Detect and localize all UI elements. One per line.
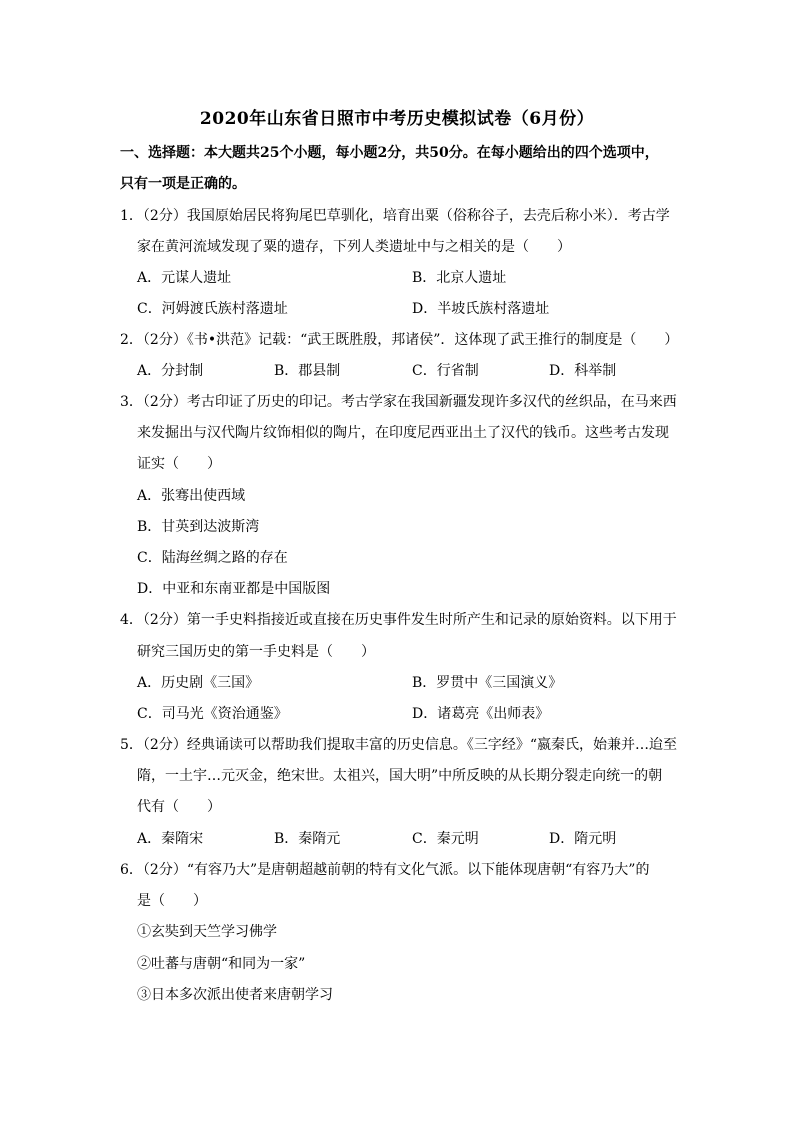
option-d: D．科举制	[549, 363, 617, 379]
question-text-line: 5．（2分）经典诵读可以帮助我们提取丰富的历史信息。《三字经》“嬴秦氏，始兼并…迨至	[120, 737, 677, 753]
statement-item: ③日本多次派出使者来唐朝学习	[137, 987, 333, 1003]
option-b: B．罗贯中《三国演义》	[412, 675, 563, 691]
question-text-line: 是（ ）	[137, 893, 207, 909]
section-heading-line-1: 一、选择题：本大题共25个小题，每小题2分，共50分。在每小题给出的四个选项中，	[120, 145, 659, 161]
option-d: D．中亚和东南亚都是中国版图	[137, 581, 331, 597]
page-title: 2020年山东省日照市中考历史模拟试卷（6月份）	[199, 109, 595, 129]
question-text-line: 隋，一土宇…元灭金，绝宋世。太祖兴，国大明”中所反映的从长期分裂走向统一的朝	[137, 768, 663, 784]
option-d: D．半坡氏族村落遗址	[412, 301, 550, 317]
option-c: C．司马光《资治通鉴》	[137, 706, 288, 722]
option-a: A．张骞出使西域	[137, 488, 246, 504]
question-text-line: 4．（2分）第一手史料指接近或直接在历史事件发生时所产生和记录的原始资料。以下用于	[120, 612, 677, 628]
question-text-line: 代有（ ）	[137, 799, 221, 815]
option-d: D．隋元明	[549, 831, 617, 847]
option-c: C．陆海丝绸之路的存在	[137, 550, 288, 566]
option-a: A．秦隋宋	[137, 831, 204, 847]
option-d: D．诸葛亮《出师表》	[412, 706, 550, 722]
statement-item: ①玄奘到天竺学习佛学	[137, 924, 277, 940]
question-text-line: 来发掘出与汉代陶片纹饰相似的陶片，在印度尼西亚出土了汉代的钱币。这些考古发现	[137, 425, 669, 441]
question-text-line: 证实（ ）	[137, 456, 221, 472]
option-a: A．历史剧《三国》	[137, 675, 260, 691]
option-b: B．秦隋元	[274, 831, 341, 847]
option-c: C．秦元明	[412, 831, 479, 847]
option-b: B．甘英到达波斯湾	[137, 519, 260, 535]
question-text-line: 2．（2分）《书•洪范》记载：“武王既胜殷，邦诸侯”．这体现了武王推行的制度是（ ）	[120, 332, 679, 348]
statement-item: ②吐蕃与唐朝“和同为一家”	[137, 956, 306, 972]
option-b: B．郡县制	[274, 363, 341, 379]
question-text-line: 研究三国历史的第一手史料是（ ）	[137, 644, 375, 660]
question-text-line: 6．（2分）“有容乃大”是唐朝超越前朝的特有文化气派。以下能体现唐朝“有容乃大”的	[120, 862, 650, 878]
option-c: C．河姆渡氏族村落遗址	[137, 301, 288, 317]
option-b: B．北京人遗址	[412, 270, 507, 286]
question-text-line: 1．（2分）我国原始居民将狗尾巴草驯化，培育出粟（俗称谷子，去壳后称小米）．考古学	[120, 208, 670, 224]
option-a: A．分封制	[137, 363, 204, 379]
option-c: C．行省制	[412, 363, 479, 379]
section-heading-line-2: 只有一项是正确的。	[120, 176, 246, 192]
question-text-line: 3．（2分）考古印证了历史的印记。考古学家在我国新疆发现许多汉代的丝织品，在马来西	[120, 394, 677, 410]
option-a: A．元谋人遗址	[137, 270, 232, 286]
question-text-line: 家在黄河流域发现了粟的遗存，下列人类遗址中与之相关的是（ ）	[137, 239, 571, 255]
